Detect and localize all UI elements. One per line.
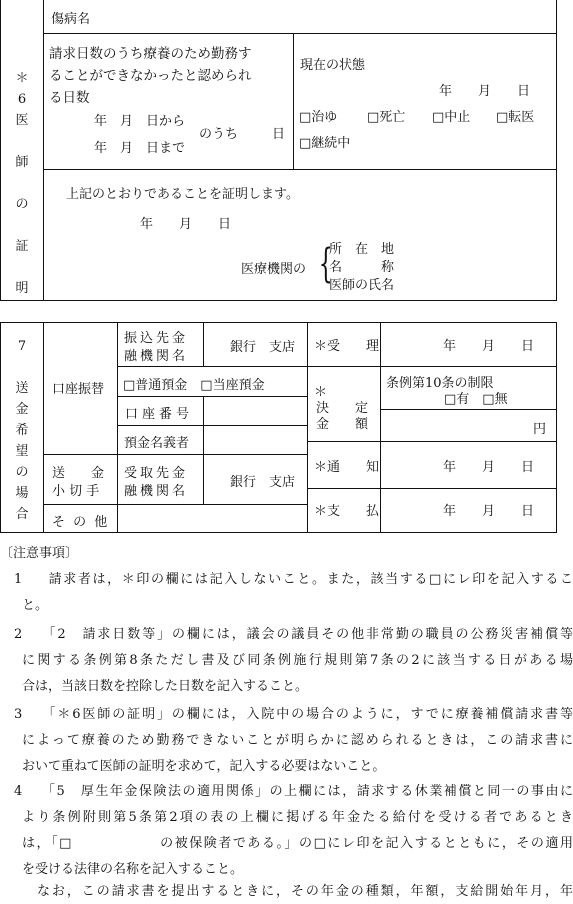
payment-date[interactable]: 年 月 日 <box>443 504 535 519</box>
receipt-date[interactable]: 年 月 日 <box>443 339 535 354</box>
note-4-line-3: は，「□ の被保険者である。」の□にレ印を記入するとともに，その適用 <box>22 836 573 851</box>
s7-side-char-3: 希 <box>15 423 29 438</box>
section6-side-label <box>14 68 30 299</box>
days-text-line1: 請求日数のうち療養のため勤務す <box>49 46 252 62</box>
s7-side-char-7: 合 <box>15 507 29 522</box>
institution-doctor[interactable]: 医師の氏名 <box>329 278 395 293</box>
s7-side-char-2: 金 <box>15 402 29 417</box>
days-of-which: のうち <box>199 127 239 142</box>
disease-name-label: 傷病名 <box>51 12 91 27</box>
s7-right-row-receipt <box>307 366 557 367</box>
note-1-line-2: と。 <box>22 598 49 613</box>
option-continue[interactable]: □継続中 <box>299 136 351 151</box>
yen-unit: 円 <box>533 422 547 437</box>
note-3-line-2: によって療養のため勤務できないことが明らかに認められるときは，この請求書に <box>22 733 573 748</box>
note-4-number: 4 <box>14 784 23 799</box>
s7-right-label-divider <box>380 322 381 533</box>
check-label-2: 小 切 手 <box>52 484 100 499</box>
other-label: そ の 他 <box>52 515 110 530</box>
note-3-line-1: 「＊6医師の証明」の欄には，入院中の場合のように，すでに療養補償請求書等 <box>34 707 573 722</box>
receipt-label: ＊受 理 <box>314 339 380 354</box>
days-condition-divider <box>293 33 294 169</box>
option-cured[interactable]: □治ゆ <box>299 110 338 125</box>
note-2-line-2: に関する条例第8条ただし書及び同条例施行規則第7条の2に該当する日がある場 <box>22 653 573 668</box>
notes-heading: 〔注意事項〕 <box>0 546 79 561</box>
note-4-line-2: より条例附則第5条第2項の表の上欄に掲げる年金たる給付を受ける者であるとき <box>22 810 573 825</box>
side-char-1: 医 <box>15 113 29 128</box>
s7-right-row-notice <box>307 488 557 489</box>
other-field[interactable] <box>119 506 305 531</box>
s7-right-row-decision <box>307 441 557 442</box>
days-count-unit[interactable]: 日 <box>272 127 286 142</box>
disease-row-divider <box>43 33 557 34</box>
side-char-2: 師 <box>15 155 29 170</box>
s7-recv-label-divider <box>203 454 204 504</box>
account-number-label: 口座番号 <box>125 407 194 422</box>
note-4-line-4: を受ける法律の名称を記入すること。 <box>22 862 244 877</box>
decision-label-1: 決 定 <box>316 401 369 416</box>
institution-name[interactable]: 名 称 <box>329 260 395 275</box>
recv-branch-field[interactable]: 銀行 支店 <box>230 475 296 490</box>
limit-label: 条例第10条の制限 <box>386 376 494 391</box>
institution-label: 医療機関の <box>241 262 307 277</box>
side-char-5: 明 <box>15 281 29 296</box>
institution-location[interactable]: 所 在 地 <box>329 242 395 257</box>
section6-side-divider <box>43 0 44 301</box>
account-number-field[interactable] <box>205 397 305 424</box>
s7-side-char-1: 送 <box>15 381 29 396</box>
side-char-3: の <box>15 197 29 212</box>
payment-label: ＊支 払 <box>314 504 380 519</box>
institution-brace: { <box>318 241 333 287</box>
side-char-4: 証 <box>15 239 29 254</box>
note-3-number: 3 <box>14 707 23 722</box>
account-type-options[interactable]: □普通預金 □当座預金 <box>123 378 265 393</box>
option-death[interactable]: □死亡 <box>367 110 406 125</box>
bank-name-label-2: 融機関名 <box>124 349 189 364</box>
s7-bank-label-divider <box>203 322 204 366</box>
recv-bank-label-1: 受取先金 <box>124 466 189 481</box>
s7-right-block-divider <box>307 322 308 533</box>
note-2-line-1: 「2 請求日数等」の欄には，議会の議員その他非常勤の職員の公務災害補償等 <box>34 627 573 642</box>
days-to[interactable]: 年 月 日まで <box>94 141 186 156</box>
side-num: 6 <box>17 92 27 107</box>
notice-label: ＊通 知 <box>314 460 380 475</box>
account-transfer-label: 口座振替 <box>52 382 105 397</box>
condition-date[interactable]: 年 月 日 <box>439 84 531 99</box>
s7-side-char-5: の <box>15 465 29 480</box>
account-holder-field[interactable] <box>205 426 305 453</box>
condition-label: 現在の状態 <box>300 58 366 73</box>
s7-row-holder <box>43 454 307 455</box>
disease-name-field[interactable] <box>110 2 550 30</box>
days-from[interactable]: 年 月 日から <box>94 114 186 129</box>
note-2-line-3: 合は，当該日数を控除した日数を記入すること。 <box>22 679 309 694</box>
option-stop[interactable]: □中止 <box>432 110 471 125</box>
decision-label-2: 金 額 <box>316 417 369 432</box>
account-holder-label: 預金名義者 <box>124 436 190 451</box>
s7-side-divider <box>43 322 44 533</box>
s7-side-num: 7 <box>17 339 27 354</box>
days-row-divider <box>43 169 557 170</box>
recv-bank-label-2: 融機関名 <box>124 484 189 499</box>
note-4-line-5: なお，この請求書を提出するときに，その年金の種類，年額，支給開始年月，年 <box>22 884 573 899</box>
s7-row-check <box>43 504 307 505</box>
s7-row-bank <box>117 366 307 367</box>
option-transfer[interactable]: □転医 <box>496 110 535 125</box>
s7-right-row-limit <box>380 409 557 410</box>
note-3-line-3: おいて重ねて医師の証明を求めて，記入する必要はないこと。 <box>22 759 386 774</box>
s7-side-char-4: 望 <box>15 444 29 459</box>
days-text-line2: ることができなかったと認められ <box>49 68 252 84</box>
s7-sub-divider <box>117 322 118 533</box>
bank-name-label-1: 振込先金 <box>124 331 189 346</box>
days-text-line3: る日数 <box>49 90 90 106</box>
limit-options[interactable]: □有 □無 <box>444 392 508 407</box>
note-1-line-1: 請求者は，＊印の欄には記入しないこと。また，該当する□にレ印を記入するこ <box>34 572 573 587</box>
notice-date[interactable]: 年 月 日 <box>443 460 535 475</box>
note-4-line-1: 「5 厚生年金保険法の適用関係」の上欄には，請求する休業補償と同一の事由に <box>34 784 573 799</box>
certify-date[interactable]: 年 月 日 <box>140 217 232 232</box>
side-star: ＊ <box>15 71 29 86</box>
check-label-1: 送 金 <box>52 466 105 481</box>
decision-star: ＊ <box>314 385 328 400</box>
s7-side-char-6: 場 <box>15 486 29 501</box>
bank-branch-field[interactable]: 銀行 支店 <box>230 340 296 355</box>
certify-text: 上記のとおりであることを証明します。 <box>66 187 299 202</box>
section7-side-label <box>14 336 30 525</box>
note-1-number: 1 <box>14 572 23 587</box>
note-2-number: 2 <box>14 627 23 642</box>
